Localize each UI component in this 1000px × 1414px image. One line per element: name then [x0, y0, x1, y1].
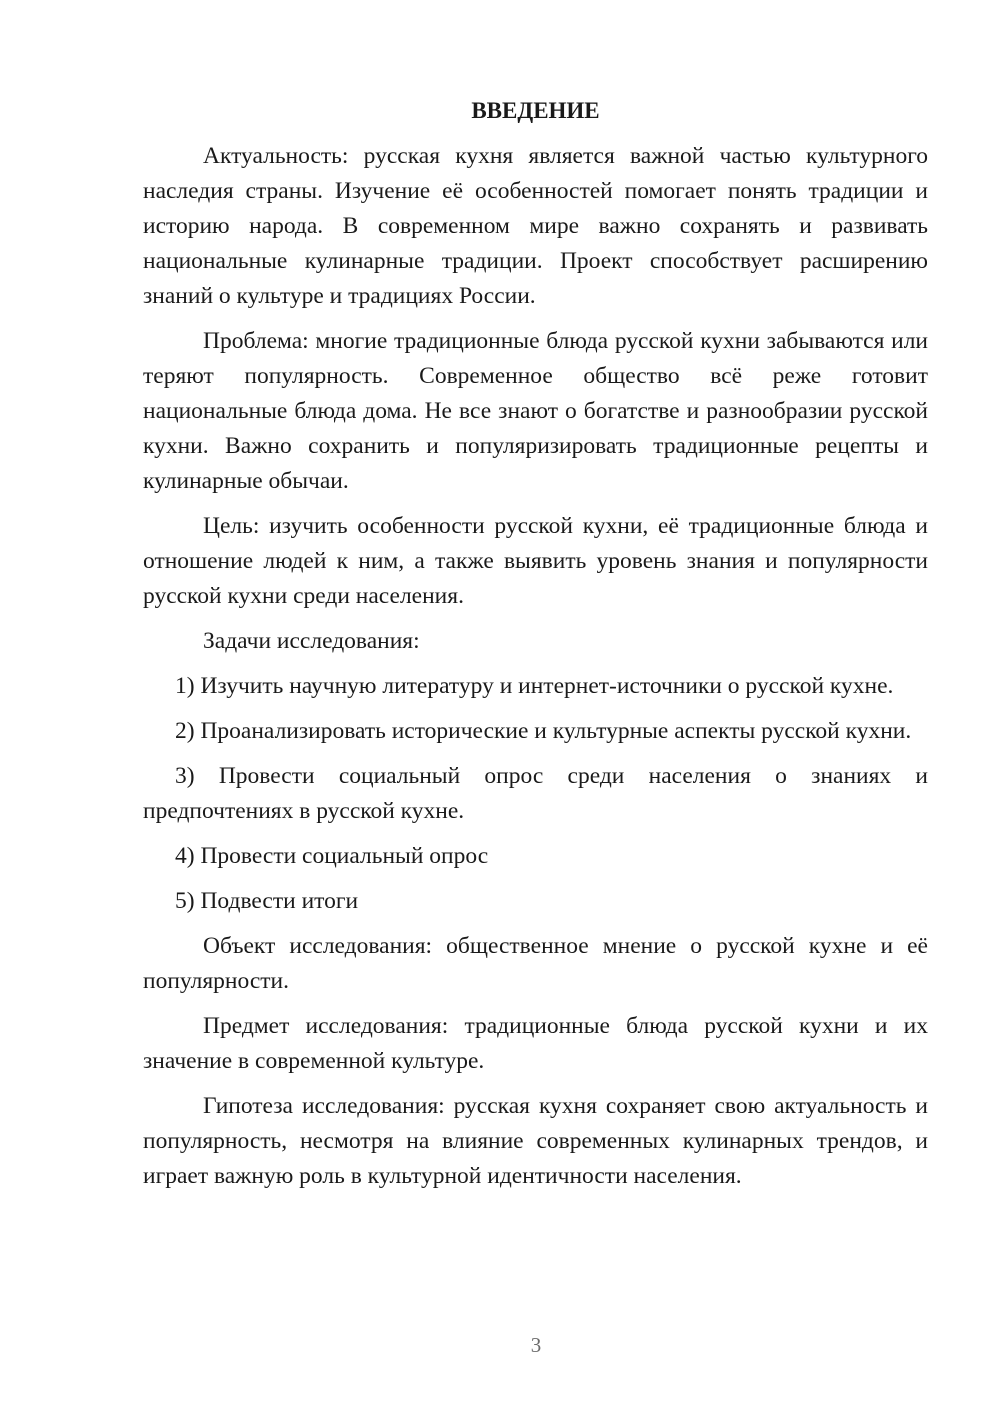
- task-item-2: 2) Проанализировать исторические и культурные аспекты русской кухни.: [175, 718, 912, 744]
- task-item-3: 3) Провести социальный опрос среди населения о знаниях и предпочтениях в русской кухне.: [143, 763, 928, 824]
- task-item-5: 5) Подвести итоги: [175, 888, 359, 914]
- goal-paragraph: Цель: изучить особенности русской кухни, её традиционные блюда и отношение людей к ним, а также выявить уровень знания и популярности русской кухни среди населения.: [143, 513, 928, 609]
- task-item-4: 4) Провести социальный опрос: [175, 843, 489, 869]
- relevance-paragraph: Актуальность: русская кухня является важной частью культурного наследия страны. Изучение её особенностей помогает понять традиции и историю народа. В современном мире важно сохранять и развивать национальные кулинарные традиции. Проект способствует расширению знаний о культуре и традициях России.: [143, 143, 928, 309]
- section-heading: ВВЕДЕНИЕ: [471, 98, 600, 123]
- tasks-label: Задачи исследования:: [203, 628, 420, 654]
- page-number: 3: [530, 1333, 542, 1357]
- problem-paragraph: Проблема: многие традиционные блюда русской кухни забываются или теряют популярность. Современное общество всё реже готовит национальные блюда дома. Не все знают о богатстве и разнообразии русской кухни. Важно сохранить и популяризировать традиционные рецепты и кулинарные обычаи.: [143, 328, 928, 494]
- task-item-1: 1) Изучить научную литературу и интернет-источники о русской кухне.: [175, 673, 894, 699]
- hypothesis-paragraph: Гипотеза исследования: русская кухня сохраняет свою актуальность и популярность, несмотря на влияние современных кулинарных трендов, и играет важную роль в культурной идентичности населения.: [143, 1093, 928, 1189]
- object-paragraph: Объект исследования: общественное мнение о русской кухне и её популярности.: [143, 933, 928, 994]
- subject-paragraph: Предмет исследования: традиционные блюда русской кухни и их значение в современной культуре.: [143, 1013, 928, 1074]
- page-content: [143, 96, 928, 1204]
